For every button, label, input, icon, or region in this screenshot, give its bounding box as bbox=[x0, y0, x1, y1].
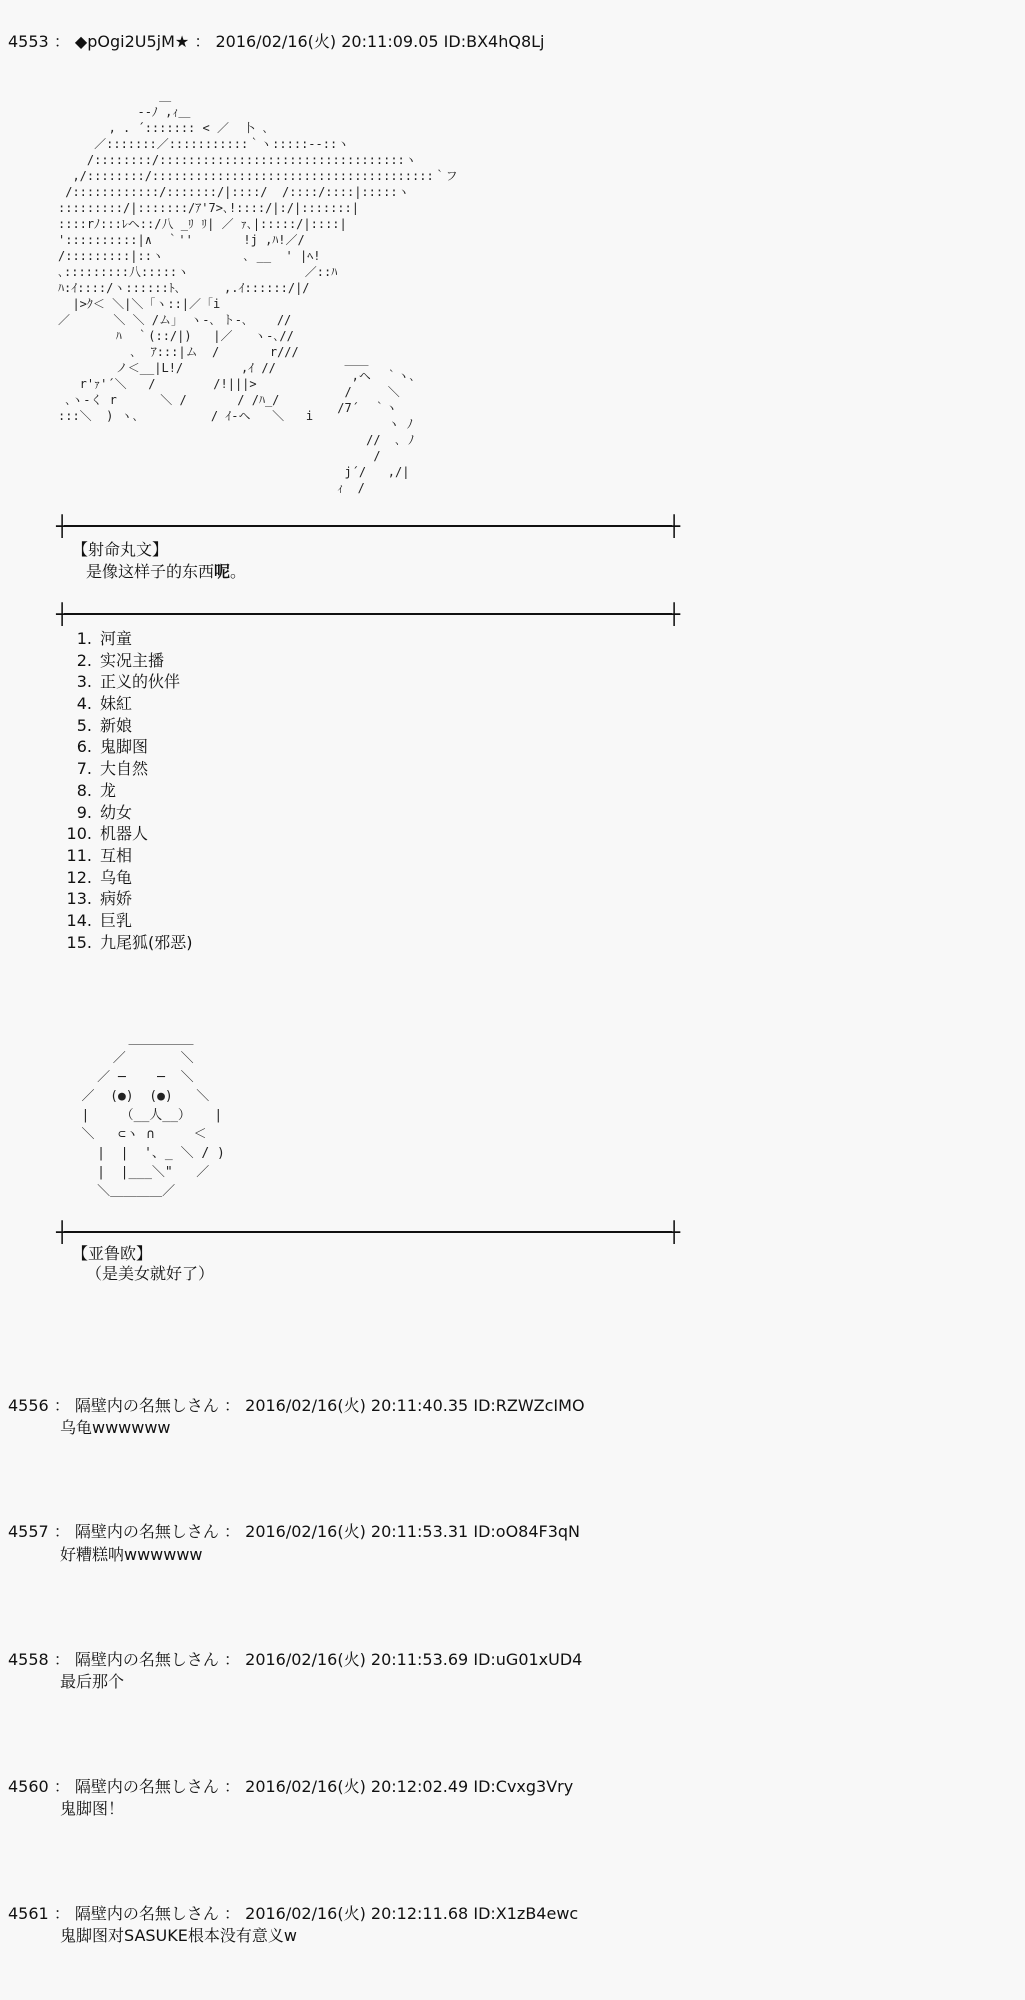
poster-name: 隔壁内の名無しさん bbox=[74, 1522, 219, 1541]
post-id: ID:oO84F3qN bbox=[473, 1522, 581, 1541]
divider-cross-icon: ┼ bbox=[667, 602, 680, 626]
choice-label: 大自然 bbox=[100, 759, 149, 779]
ascii-art-character: ＿ -‐ﾉ ,ｨ＿ , . ´::::::: < ／ 卜 ､ ／:::::::／:::::::::::｀ヽ:::::‐‐::ヽ /::::::::/::::::::::::::::::::::::::::::::::ヽ ,/::::::::/:::::::::::::::::::::::::::::::::::::::｀フ /::::::::::::/:::::::/|::::/ /::::/::::|:::::ヽ :::::::::/|:::::::/ｱ'7>､!::::/|:/|:::::::| ::::rﾉ:::ﾚヘ::/八 _ﾘ ﾘ| ／ ｧ､|:::::/|::::| '::::::::::|∧ ｀'' !j ,ﾊ!／/ /:::::::::|::ヽ ､ __ ' |ﾍ! ､:::::::::八:::::ヽ ／::ﾊ ﾊ:ｲ::::/ヽ::::::ﾄ､ ,.ｲ::::::/|/ |>ｸ＜ ＼|＼「ヽ::|／「i ／ ＼ ＼ /ム」 ヽ‐､ ト‐､ // ﾊ ｀(::/|) |／ ヽ‐､// ､ ｱ:::|ム / r/// ノ＜__|L!/ ,ｲ // r'ｧ'´＼ / /!|||> ､ヽ‐く r ＼ / / /ﾊ_/ :::＼ ) ヽ､ / ｲ‐ヘ ＼ i bbox=[58, 89, 458, 423]
choice-item: 9. 幼女 bbox=[76, 802, 133, 822]
post-separator: ： bbox=[53, 1650, 70, 1669]
choice-label: 机器人 bbox=[100, 824, 149, 844]
post-number: 4556 bbox=[8, 1396, 49, 1415]
choice-label: 龙 bbox=[100, 780, 117, 800]
choice-label: 乌龟 bbox=[100, 867, 133, 887]
post-number: 4560 bbox=[8, 1777, 49, 1796]
post-separator: ： bbox=[224, 1396, 241, 1415]
choice-item: 5. 新娘 bbox=[76, 715, 133, 735]
divider-line bbox=[64, 1231, 672, 1233]
post-number: 4553 bbox=[8, 32, 49, 51]
choice-label: 互相 bbox=[100, 845, 133, 865]
divider-cross-icon: ┼ bbox=[56, 514, 69, 538]
speaker-name: 【射命丸文】 bbox=[72, 540, 169, 559]
speech-end: 。 bbox=[230, 562, 247, 581]
poster-name: 隔壁内の名無しさん bbox=[74, 1777, 219, 1796]
post-separator: ： bbox=[53, 1522, 70, 1541]
post-separator: ： bbox=[194, 32, 211, 51]
post-header-4560 bbox=[8, 1777, 573, 1797]
post-separator: ： bbox=[224, 1650, 241, 1669]
choice-item: 15. 九尾狐(邪恶) bbox=[66, 932, 193, 952]
post-number: 4561 bbox=[8, 1904, 49, 1923]
speech-line: （是美女就好了） bbox=[86, 1264, 215, 1283]
post-separator: ： bbox=[224, 1904, 241, 1923]
divider-cross-icon: ┼ bbox=[56, 602, 69, 626]
post-separator: ： bbox=[53, 1777, 70, 1796]
divider-line bbox=[64, 525, 672, 527]
poster-name: 隔壁内の名無しさん bbox=[74, 1904, 219, 1923]
choice-list bbox=[60, 628, 193, 953]
choice-label: 幼女 bbox=[100, 802, 133, 822]
post-date: 2016/02/16(火) 20:11:40.35 bbox=[245, 1396, 469, 1415]
choice-label: 河童 bbox=[100, 629, 133, 648]
post-separator: ： bbox=[53, 1396, 70, 1415]
choice-item: 7. 大自然 bbox=[76, 759, 149, 779]
choice-label: 鬼脚图 bbox=[100, 737, 149, 757]
divider-cross-icon: ┼ bbox=[667, 514, 680, 538]
poster-name: 隔壁内の名無しさん bbox=[74, 1650, 219, 1669]
post-date: 2016/02/16(火) 20:11:53.31 bbox=[245, 1522, 469, 1541]
post-date: 2016/02/16(火) 20:12:02.49 bbox=[245, 1777, 469, 1796]
post-body-4556: 乌龟wwwwww bbox=[60, 1418, 171, 1437]
post-separator: ： bbox=[224, 1522, 241, 1541]
choice-item: 10. 机器人 bbox=[66, 824, 149, 844]
poster-name: ◆pOgi2U5jM★ bbox=[74, 32, 190, 51]
divider-line bbox=[64, 613, 672, 615]
choice-label: 新娘 bbox=[100, 715, 133, 735]
choice-label: 病娇 bbox=[100, 889, 133, 909]
post-header-4558 bbox=[8, 1650, 582, 1670]
choice-label: 妹紅 bbox=[100, 694, 133, 714]
choice-label: 正义的伙伴 bbox=[100, 672, 181, 692]
poster-name: 隔壁内の名無しさん bbox=[74, 1396, 219, 1415]
post-date: 2016/02/16(火) 20:11:53.69 bbox=[245, 1650, 469, 1669]
divider bbox=[56, 514, 680, 538]
post-body-4557: 好糟糕呐wwwwww bbox=[60, 1545, 203, 1564]
post-id: ID:X1zB4ewc bbox=[473, 1904, 579, 1923]
choice-item: 14. 巨乳 bbox=[66, 910, 133, 930]
post-separator: ： bbox=[53, 1904, 70, 1923]
post-body-4560: 鬼脚图！ bbox=[60, 1799, 125, 1818]
post-number: 4557 bbox=[8, 1522, 49, 1541]
divider bbox=[56, 1220, 680, 1244]
choice-item: 12. 乌龟 bbox=[66, 867, 133, 887]
post-id: ID:BX4hQ8Lj bbox=[443, 32, 545, 51]
post-separator: ： bbox=[224, 1777, 241, 1796]
speech-emphasis: 呢 bbox=[214, 562, 231, 581]
post-id: ID:RZWZcIMO bbox=[473, 1396, 585, 1415]
post-date: 2016/02/16(火) 20:12:11.68 bbox=[245, 1904, 469, 1923]
divider-cross-icon: ┼ bbox=[667, 1220, 680, 1244]
post-number: 4558 bbox=[8, 1650, 49, 1669]
choice-item: 6. 鬼脚图 bbox=[76, 737, 149, 757]
post-id: ID:Cvxg3Vry bbox=[473, 1777, 574, 1796]
divider bbox=[56, 602, 680, 626]
choice-item: 4. 妹紅 bbox=[76, 694, 133, 714]
ascii-art-yaruo: ＿＿＿＿＿ ／ ＼ ／ ─ ─ ＼ ／ (●) (●) ＼ | （__人__） | ＼ ⊂ヽ ∩ ＜ | | '、_ ＼ / ) | |___＼" ／ ＼＿＿＿＿／ bbox=[81, 1032, 225, 1199]
choice-item: 11. 互相 bbox=[66, 845, 133, 865]
choice-item: 8. 龙 bbox=[76, 780, 117, 800]
divider-cross-icon: ┼ bbox=[56, 1220, 69, 1244]
choice-item: 13. 病娇 bbox=[66, 889, 133, 909]
ascii-art-horse: ＿＿ ,ヘ ｀ヽ､ / ＼ /7´ ｀ヽ ヽ ﾉ // ､ ﾉ / j´/ ,/| ｨ / bbox=[337, 353, 416, 495]
post-separator: ： bbox=[53, 32, 70, 51]
post-body-4561: 鬼脚图对SASUKE根本没有意义w bbox=[60, 1926, 297, 1945]
post-header-4561 bbox=[8, 1904, 578, 1924]
post-body-4558: 最后那个 bbox=[60, 1672, 125, 1691]
choice-item: 3. 正义的伙伴 bbox=[76, 672, 181, 692]
post-id: ID:uG01xUD4 bbox=[473, 1650, 583, 1669]
choice-item: 2. 实况主播 bbox=[76, 650, 165, 670]
speaker-name: 【亚鲁欧】 bbox=[72, 1244, 153, 1263]
speech-line bbox=[86, 562, 246, 582]
post-header-4557 bbox=[8, 1522, 580, 1542]
choice-item: 1. 河童 bbox=[76, 629, 133, 648]
choice-label: 实况主播 bbox=[100, 650, 165, 670]
choice-label: 九尾狐(邪恶) bbox=[100, 932, 193, 952]
choice-label: 巨乳 bbox=[100, 910, 133, 930]
speech-text: 是像这样子的东西 bbox=[86, 562, 215, 581]
post-header-4556 bbox=[8, 1396, 585, 1416]
post-header-4553 bbox=[8, 32, 544, 52]
post-date: 2016/02/16(火) 20:11:09.05 bbox=[215, 32, 439, 51]
